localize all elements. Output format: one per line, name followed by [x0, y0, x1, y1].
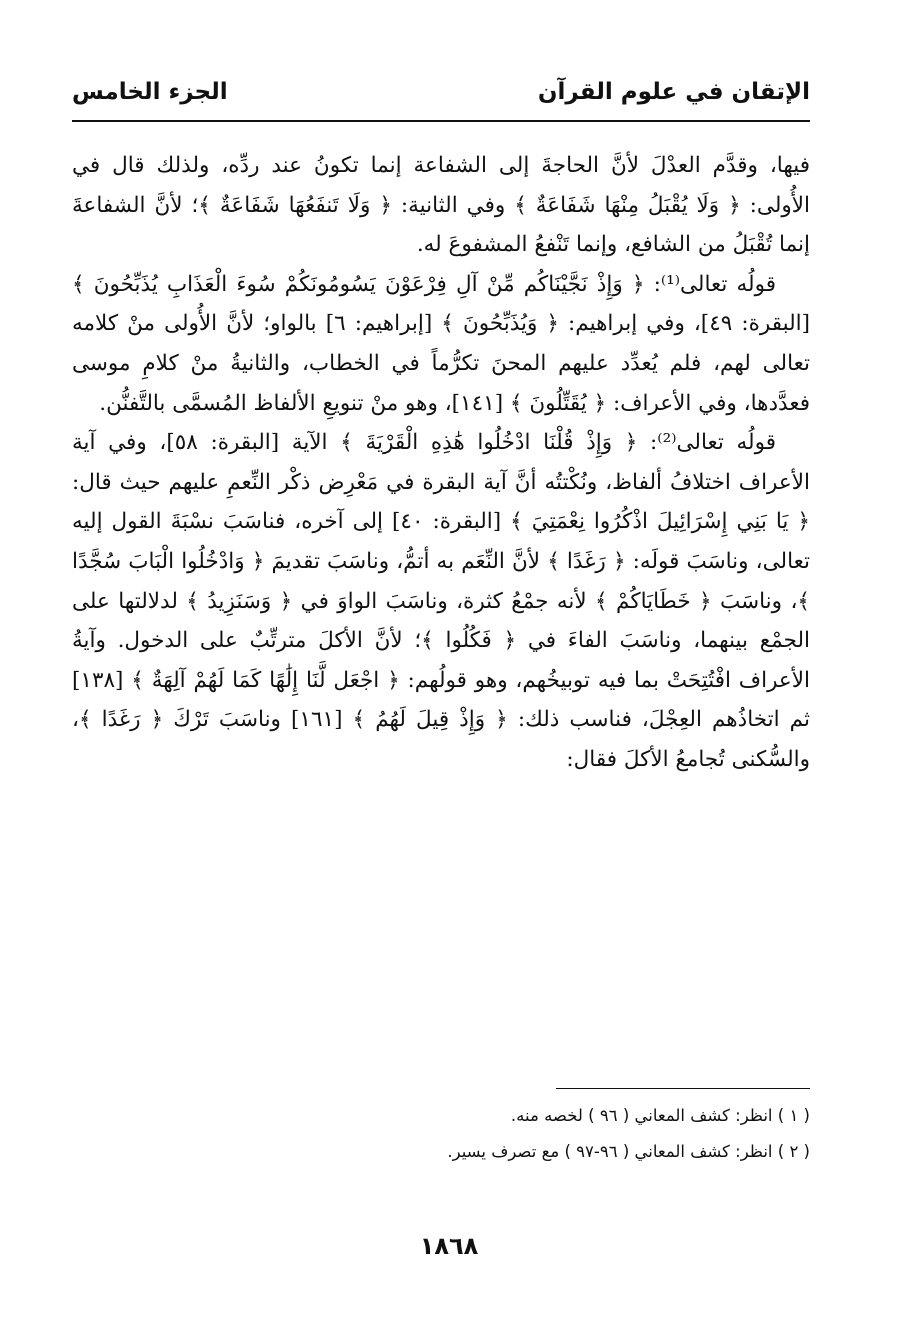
- footnote-2: ( ٢ ) انظر: كشف المعاني ( ٩٦-٩٧ ) مع تصرف يسير.: [447, 1142, 810, 1161]
- paragraph-2: قولُه تعالى⁽¹⁾: ﴿ وَإِذْ نَجَّيْنَاكُم مِّنْ آلِ فِرْعَوْنَ يَسُومُونَكُمْ سُوءَ الْعَذَابِ يُذَبِّحُونَ ﴾ [البقرة: ٤٩]، وفي إبراهيم: ﴿ وَيُذَبِّحُونَ ﴾ [إبراهيم: ٦] بالواو؛ لأنَّ الأُولى منْ كلامه تعالى لهم، فلم يُعدِّد عليهم المحنَ تكرُّماً في الخطاب، والثانيةُ منْ كلامِ موسى فعدَّدها، وفي الأعراف: ﴿ يُقَتِّلُونَ ﴾ [١٤١]، وهو منْ تنويعِ الألفاظ المُسمَّى بالتَّفنُّن.: [72, 271, 810, 416]
- main-text: [72, 146, 810, 780]
- running-header: [72, 70, 810, 114]
- paragraph-3: قولُه تعالى⁽²⁾: ﴿ وَإِذْ قُلْنَا ادْخُلُوا هَٰذِهِ الْقَرْيَةَ ﴾ الآية [البقرة: ٥٨]، وفي آية الأعراف اختلافُ ألفاظ، ونُكْتتُه أنَّ آية البقرة في مَعْرِض ذكْر النِّعمِ عليهم حيث قال: ﴿ يَا بَنِي إِسْرَائِيلَ اذْكُرُوا نِعْمَتِيَ ﴾ [البقرة: ٤٠] إلى آخره، فناسَبَ نسْبَةَ القول إليه تعالى، وناسَبَ قولَه: ﴿ رَغَدًا ﴾ لأنَّ النِّعَم به أتمُّ، وناسَبَ تقديمَ ﴿ وَادْخُلُوا الْبَابَ سُجَّدًا ﴾، وناسَبَ ﴿ خَطَايَاكُمْ ﴾ لأنه جمْعُ كثرة، وناسَبَ الواوَ في ﴿ وَسَنَزِيدُ ﴾ لدلالتها على الجمْع بينهما، وناسَبَ الفاءَ في ﴿ فَكُلُوا ﴾؛ لأنَّ الأكلَ مترتِّبٌ على الدخول. وآيةُ الأعراف افْتُتِحَتْ بما فيه توبيخُهم، وهو قولُهم: ﴿ اجْعَل لَّنَا إِلَٰهًا كَمَا لَهُمْ آلِهَةٌ ﴾ [١٣٨] ثم اتخاذُهم العِجْلَ، فناسب ذلك: ﴿ وَإِذْ قِيلَ لَهُمُ ﴾ [١٦١] وناسَبَ تَرْكَ ﴿ رَغَدًا ﴾، والسُّكنى تُجامعُ الأكلَ فقال:: [72, 430, 810, 772]
- footnote-1: ( ١ ) انظر: كشف المعاني ( ٩٦ ) لخصه منه.: [510, 1106, 810, 1125]
- paragraph-1: فيها، وقدَّم العدْلَ لأنَّ الحاجةَ إلى الشفاعة إنما تكونُ عند ردِّه، ولذلك قال في الأُولى: ﴿ وَلَا يُقْبَلُ مِنْهَا شَفَاعَةٌ ﴾ وفي الثانية: ﴿ وَلَا تَنفَعُهَا شَفَاعَةٌ ﴾؛ لأنَّ الشفاعةَ إنما تُقْبَلُ من الشافع، وإنما تَنْفعُ المشفوعَ له.: [72, 153, 810, 258]
- volume-label: الجزء الخامس: [72, 79, 228, 105]
- footnote-rule: [556, 1088, 810, 1089]
- footnotes: [72, 1098, 810, 1170]
- page-number: ١٨٦٨: [419, 1232, 479, 1260]
- book-title: الإتقان في علوم القرآن: [537, 79, 810, 105]
- header-rule: [72, 120, 810, 122]
